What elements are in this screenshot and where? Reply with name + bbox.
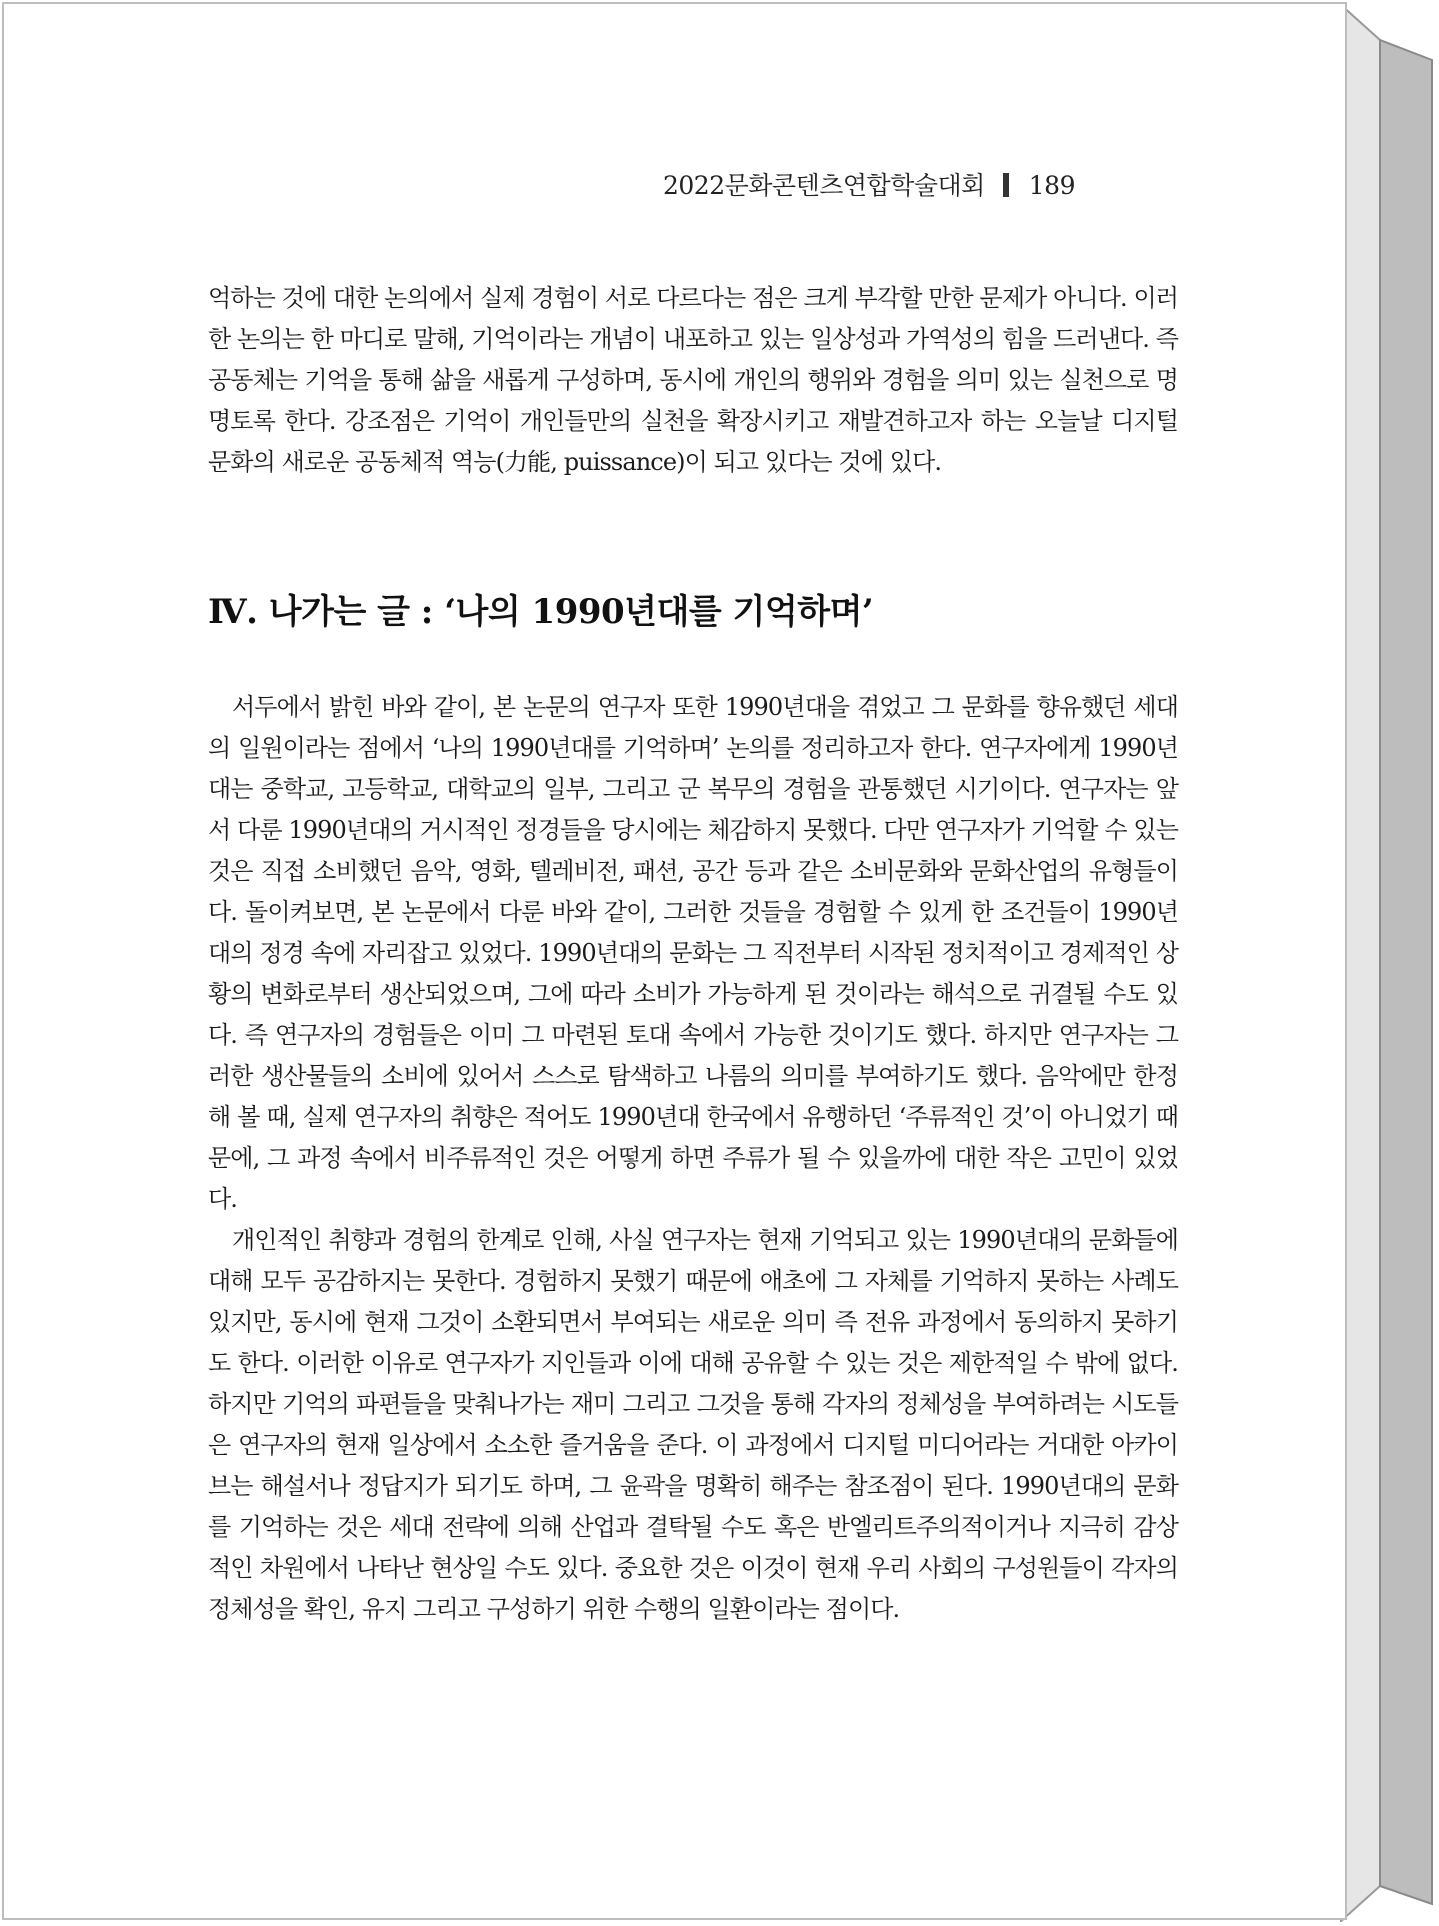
page-number: 189 <box>1028 171 1075 200</box>
running-header <box>663 166 1075 202</box>
book-page <box>2 2 1347 1920</box>
book-edge-decoration <box>1340 4 1436 1922</box>
journal-title: 2022문화콘텐츠연합학술대회 <box>663 171 985 200</box>
section-body <box>208 687 1178 1630</box>
paragraph-3: 개인적인 취향과 경험의 한계로 인해, 사실 연구자는 현재 기억되고 있는 1990년대의 문화들에 대해 모두 공감하지는 못한다. 경험하지 못했기 때문에 애초에 그 자체를 기억하지 못하는 사례도 있지만, 동시에 현재 그것이 소환되면서 부여되는 새로운 의미 즉 전유 과정에서 동의하지 못하기도 한다. 이러한 이유로 연구자가 지인들과 이에 대해 공유할 수 있는 것은 제한적일 수 밖에 없다. 하지만 기억의 파편들을 맞춰나가는 재미 그리고 그것을 통해 각자의 정체성을 부여하려는 시도들은 연구자의 현재 일상에서 소소한 즐거움을 준다. 이 과정에서 디지털 미디어라는 거대한 아카이브는 해설서나 정답지가 되기도 하며, 그 윤곽을 명확히 해주는 참조점이 된다. 1990년대의 문화를 기억하는 것은 세대 전략에 의해 산업과 결탁될 수도 혹은 반엘리트주의적이거나 지극히 감상적인 차원에서 나타난 현상일 수도 있다. 중요한 것은 이것이 현재 우리 사회의 구성원들이 각자의 정체성을 확인, 유지 그리고 구성하기 위한 수행의 일환이라는 점이다. <box>208 1226 1178 1623</box>
paragraph-2: 서두에서 밝힌 바와 같이, 본 논문의 연구자 또한 1990년대을 겪었고 그 문화를 향유했던 세대의 일원이라는 점에서 ‘나의 1990년대를 기억하며’ 논의를 정리하고자 한다. 연구자에게 1990년대는 중학교, 고등학교, 대학교의 일부, 그리고 군 복무의 경험을 관통했던 시기이다. 연구자는 앞서 다룬 1990년대의 거시적인 정경들을 당시에는 체감하지 못했다. 다만 연구자가 기억할 수 있는 것은 직접 소비했던 음악, 영화, 텔레비전, 패션, 공간 등과 같은 소비문화와 문화산업의 유형들이다. 돌이켜보면, 본 논문에서 다룬 바와 같이, 그러한 것들을 경험할 수 있게 한 조건들이 1990년대의 정경 속에 자리잡고 있었다. 1990년대의 문화는 그 직전부터 시작된 정치적이고 경제적인 상황의 변화로부터 생산되었으며, 그에 따라 소비가 가능하게 된 것이라는 해석으로 귀결될 수도 있다. 즉 연구자의 경험들은 이미 그 마련된 토대 속에서 가능한 것이기도 했다. 하지만 연구자는 그러한 생산물들의 소비에 있어서 스스로 탐색하고 나름의 의미를 부여하기도 했다. 음악에만 한정해 볼 때, 실제 연구자의 취향은 적어도 1990년대 한국에서 유행하던 ‘주류적인 것’이 아니었기 때문에, 그 과정 속에서 비주류적인 것은 어떻게 하면 주류가 될 수 있을까에 대한 작은 고민이 있었다. <box>208 693 1178 1213</box>
paragraph-1: 억하는 것에 대한 논의에서 실제 경험이 서로 다르다는 점은 크게 부각할 만한 문제가 아니다. 이러한 논의는 한 마디로 말해, 기억이라는 개념이 내포하고 있는 일상성과 가역성의 힘을 드러낸다. 즉 공동체는 기억을 통해 삶을 새롭게 구성하며, 동시에 개인의 행위와 경험을 의미 있는 실천으로 명명토록 한다. 강조점은 기억이 개인들만의 실천을 확장시키고 재발견하고자 하는 오늘날 디지털 문화의 새로운 공동체적 역능(力能, puissance)이 되고 있다는 것에 있다. <box>208 284 1179 476</box>
header-separator <box>1003 173 1009 197</box>
section-heading: Ⅳ. 나가는 글 : ‘나의 1990년대를 기억하며’ <box>208 592 874 632</box>
